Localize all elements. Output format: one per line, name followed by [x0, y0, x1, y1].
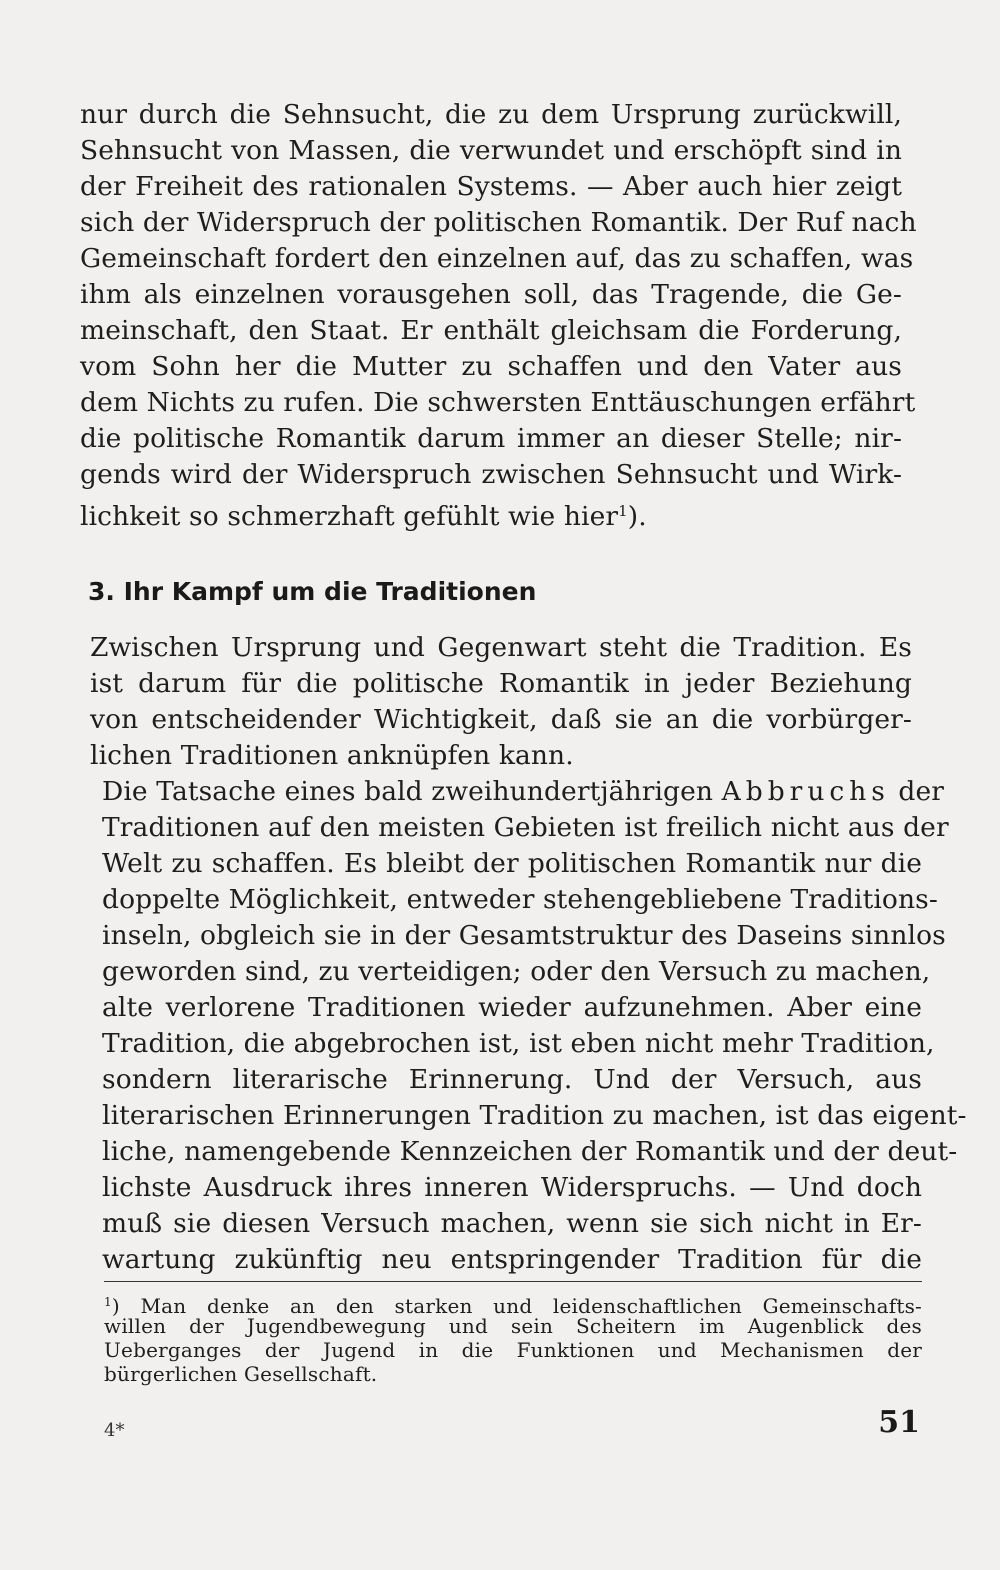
- text-line: nur durch die Sehnsucht, die zu dem Ursprung zurückwill,: [80, 99, 902, 130]
- text-line: [80, 493, 902, 532]
- text-line: liche, namengebende Kennzeichen der Romantik und der deut-: [102, 1136, 958, 1167]
- text-line: lichste Ausdruck ihres inneren Widerspruchs. — Und doch: [102, 1172, 922, 1203]
- section-paragraph-1: [90, 630, 912, 774]
- footnote-line: bürgerlichen Gesellschaft.: [104, 1362, 378, 1386]
- text-line: dem Nichts zu rufen. Die schwersten Enttäuschungen erfährt: [80, 387, 916, 418]
- text-line-emphasis: [102, 774, 945, 810]
- text-line: geworden sind, zu verteidigen; oder den Versuch zu machen,: [102, 956, 931, 987]
- text-line: Sehnsucht von Massen, die verwundet und erschöpft sind in: [80, 135, 902, 166]
- text-line: muß sie diesen Versuch machen, wenn sie sich nicht in Er-: [102, 1208, 922, 1239]
- text-line: von entscheidender Wichtigkeit, daß sie an die vorbürger-: [90, 704, 912, 735]
- text-line: Welt zu schaffen. Es bleibt der politischen Romantik nur die: [102, 848, 922, 879]
- text-line: doppelte Möglichkeit, entweder stehengebliebene Traditions-: [102, 884, 938, 915]
- footnote: [104, 1290, 922, 1386]
- emphasized-word: Abbruchs: [721, 776, 890, 807]
- text-line: inseln, obgleich sie in der Gesamtstruktur des Daseins sinnlos: [102, 920, 946, 951]
- text-line: meinschaft, den Staat. Er enthält gleichsam die Forderung,: [80, 315, 902, 346]
- footnote-rule: [104, 1281, 922, 1282]
- text-line: vom Sohn her die Mutter zu schaffen und den Vater aus: [80, 351, 902, 382]
- text-line: sondern literarische Erinnerung. Und der Versuch, aus: [102, 1064, 922, 1095]
- text-line: Traditionen auf den meisten Gebieten ist freilich nicht aus der: [102, 812, 949, 843]
- text-line: der Freiheit des rationalen Systems. — Aber auch hier zeigt: [80, 171, 902, 202]
- text-line: die politische Romantik darum immer an dieser Stelle; nir-: [80, 423, 902, 454]
- signature-mark: 4*: [104, 1420, 125, 1441]
- footnote-text: Man denke an den starken und leidenschaftlichen Gemeinschafts-: [119, 1294, 922, 1318]
- text-span: der: [889, 776, 945, 807]
- text-line: gends wird der Widerspruch zwischen Sehnsucht und Wirk-: [80, 459, 902, 490]
- top-paragraph: [80, 97, 917, 532]
- text-line: Zwischen Ursprung und Gegenwart steht die Tradition. Es: [90, 632, 912, 663]
- text-line: Gemeinschaft fordert den einzelnen auf, das zu schaffen, was: [80, 243, 914, 274]
- text-line: Tradition, die abgebrochen ist, ist eben nicht mehr Tradition,: [102, 1028, 935, 1059]
- text-line: ihm als einzelnen vorausgehen soll, das Tragende, die Ge-: [80, 279, 902, 310]
- text-line: lichen Traditionen anknüpfen kann.: [90, 740, 574, 771]
- footnote-line: [104, 1290, 922, 1318]
- footnote-marker: 1: [104, 1295, 112, 1309]
- footnote-marker-suffix: ): [111, 1294, 120, 1318]
- footnote-line: Ueberganges der Jugend in die Funktionen und Mechanismen der: [104, 1338, 922, 1362]
- footnote-line: willen der Jugendbewegung und sein Scheitern im Augenblick des: [104, 1314, 922, 1338]
- text-line: wartung zukünftig neu entspringender Tradition für die: [102, 1244, 922, 1275]
- footnote-reference: 1: [618, 502, 628, 520]
- text-span: ).: [627, 501, 647, 532]
- text-line: alte verlorene Traditionen wieder aufzunehmen. Aber eine: [102, 992, 922, 1023]
- text-line: literarischen Erinnerungen Tradition zu machen, ist das eigent-: [102, 1100, 967, 1131]
- text-span: Die Tatsache eines bald zweihundertjährigen: [102, 776, 722, 807]
- section-heading: 3. Ihr Kampf um die Traditionen: [88, 577, 537, 606]
- page-number: 51: [878, 1405, 920, 1440]
- text-line: ist darum für die politische Romantik in jeder Beziehung: [90, 668, 912, 699]
- text-line: sich der Widerspruch der politischen Romantik. Der Ruf nach: [80, 207, 917, 238]
- section-paragraph-2: [102, 774, 967, 1278]
- text-span: lichkeit so schmerzhaft gefühlt wie hier: [80, 501, 619, 532]
